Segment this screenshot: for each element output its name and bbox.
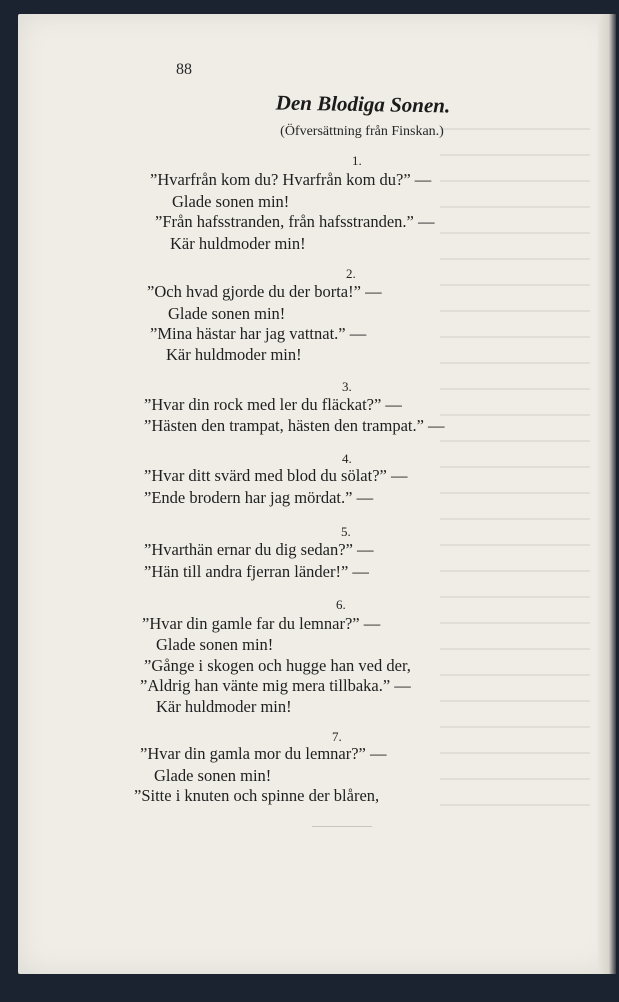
verse-line: Glade sonen min! [154, 766, 272, 785]
stanza-number: 5. [341, 524, 351, 539]
verse-line: Glade sonen min! [156, 635, 274, 654]
verse-line: ”Gånge i skogen och hugge han ved der, [144, 656, 411, 675]
verse-line: Glade sonen min! [172, 192, 290, 211]
stanza-number: 7. [332, 729, 342, 744]
stanza-number: 4. [342, 451, 352, 466]
verse-line: ”Hvarthän ernar du dig sedan?” — [144, 540, 374, 559]
verse-line: ”Aldrig han vänte mig mera tillbaka.” — [140, 676, 411, 695]
poem-title: Den Blodiga Sonen. [275, 90, 451, 118]
verse-line: ”Sitte i knuten och spinne der blåren, [134, 786, 380, 805]
bleed-through-text [440, 110, 590, 830]
verse-line: ”Hän till andra fjerran länder!” — [144, 562, 369, 581]
verse-line: Glade sonen min! [168, 304, 286, 323]
verse-line: ”Hvarfrån kom du? Hvarfrån kom du?” — [150, 170, 432, 189]
verse-line: ”Mina hästar har jag vattnat.” — [150, 324, 367, 343]
verse-line: Kär huldmoder min! [170, 234, 306, 253]
verse-line: ”Hvar din gamle far du lemnar?” — [142, 614, 381, 633]
verse-line: ”Ende brodern har jag mördat.” — [144, 488, 374, 507]
verse-line: ”Från hafsstranden, från hafsstranden.” — [155, 212, 435, 231]
verse-line: ”Och hvad gjorde du der borta!” — [147, 282, 382, 301]
poem-subtitle: (Öfversättning från Finskan.) [280, 124, 444, 139]
verse-line: ”Hvar din gamla mor du lemnar?” — [140, 744, 387, 763]
verse-line: ”Hästen den trampat, hästen den trampat.” — [144, 416, 445, 435]
bleed-through-rule [312, 826, 372, 827]
verse-line: ”Hvar din rock med ler du fläckat?” — [144, 395, 402, 414]
verse-line: Kär huldmoder min! [166, 345, 302, 364]
stanza-number: 1. [352, 153, 362, 168]
stanza-number: 3. [342, 379, 352, 394]
verse-line: ”Hvar ditt svärd med blod du sölat?” — [144, 466, 408, 485]
stanza-number: 6. [336, 597, 346, 612]
verse-line: Kär huldmoder min! [156, 697, 292, 716]
stanza-number: 2. [346, 266, 356, 281]
page-gutter [598, 14, 616, 974]
page-number: 88 [176, 61, 192, 78]
